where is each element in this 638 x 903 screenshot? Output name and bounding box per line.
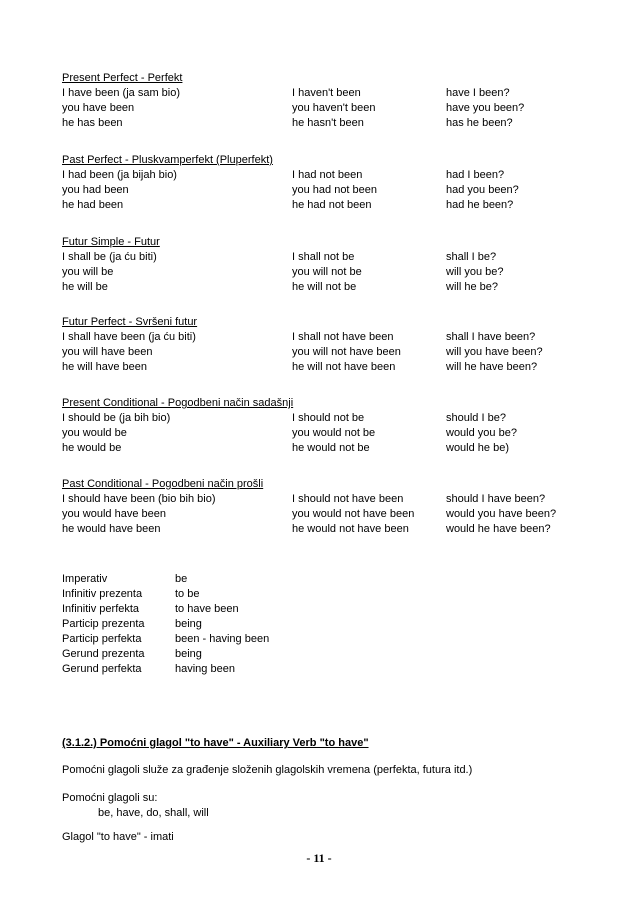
section-futur-perfect (62, 315, 582, 375)
question-cell: shall I be? (446, 251, 497, 263)
form-name: Imperativ (62, 573, 108, 585)
section-present-perfect (62, 71, 582, 131)
affirmative-cell: you had been (62, 184, 129, 196)
table-row (62, 116, 582, 131)
form-value: be (175, 573, 188, 585)
section-past-perfect (62, 153, 582, 213)
question-cell: have I been? (446, 87, 510, 99)
table-row (62, 411, 582, 426)
table-row (62, 441, 582, 456)
affirmative-cell: you will be (62, 266, 114, 278)
section-heading: Futur Simple - Futur (62, 236, 160, 248)
question-cell: should I have been? (446, 493, 546, 505)
form-name: Gerund prezenta (62, 648, 145, 660)
question-cell: would he be) (446, 442, 509, 454)
form-value: being (175, 648, 202, 660)
negative-cell: he would not be (292, 442, 370, 454)
table-row (62, 168, 582, 183)
question-cell: have you been? (446, 102, 525, 114)
question-cell: shall I have been? (446, 331, 536, 343)
negative-cell: I had not been (292, 169, 363, 181)
question-cell: had you been? (446, 184, 519, 196)
page-number: - 11 - (306, 851, 332, 865)
affirmative-cell: I have been (ja sam bio) (62, 87, 181, 99)
table-row (62, 360, 582, 375)
negative-cell: I shall not be (292, 251, 355, 263)
negative-cell: you haven't been (292, 102, 376, 114)
negative-cell: I should not have been (292, 493, 404, 505)
section-heading: Past Conditional - Pogodbeni način prošli (62, 478, 264, 490)
form-value: been - having been (175, 633, 270, 645)
affirmative-cell: I had been (ja bijah bio) (62, 169, 177, 181)
affirmative-cell: you will have been (62, 346, 153, 358)
section-past-conditional (62, 477, 582, 537)
form-name: Particip perfekta (62, 633, 142, 645)
form-value: having been (175, 663, 235, 675)
question-cell: had I been? (446, 169, 505, 181)
negative-cell: I haven't been (292, 87, 361, 99)
affirmative-cell: you would have been (62, 508, 166, 520)
negative-cell: he would not have been (292, 523, 409, 535)
form-name: Gerund perfekta (62, 663, 142, 675)
section-futur-simple (62, 235, 582, 295)
question-cell: would you be? (446, 427, 517, 439)
paragraph (62, 791, 209, 821)
question-cell: has he been? (446, 117, 513, 129)
section-heading: Futur Perfect - Svršeni futur (62, 316, 198, 328)
paragraph-line: Pomoćni glagoli su: (62, 792, 158, 804)
affirmative-cell: he has been (62, 117, 123, 129)
affirmative-cell: you have been (62, 102, 135, 114)
table-row (62, 345, 582, 360)
table-row (62, 198, 582, 213)
question-cell: would you have been? (446, 508, 557, 520)
negative-cell: he will not have been (292, 361, 396, 373)
table-row (62, 101, 582, 116)
form-name: Particip prezenta (62, 618, 145, 630)
question-cell: had he been? (446, 199, 514, 211)
affirmative-cell: I shall have been (ja ću biti) (62, 331, 196, 343)
table-row (62, 183, 582, 198)
section-heading: Present Perfect - Perfekt (62, 72, 183, 84)
negative-cell: I should not be (292, 412, 365, 424)
table-row (62, 522, 582, 537)
subsection-heading: (3.1.2.) Pomoćni glagol "to have" - Auxiliary Verb "to have" (62, 737, 369, 749)
negative-cell: he hasn't been (292, 117, 364, 129)
paragraph-indented-line: be, have, do, shall, will (98, 807, 209, 819)
affirmative-cell: I shall be (ja ću biti) (62, 251, 157, 263)
question-cell: will you be? (446, 266, 504, 278)
affirmative-cell: he had been (62, 199, 124, 211)
question-cell: should I be? (446, 412, 506, 424)
negative-cell: I shall not have been (292, 331, 394, 343)
section-present-conditional (62, 396, 582, 456)
affirmative-cell: he would be (62, 442, 122, 454)
form-value: to be (175, 588, 200, 600)
form-value: being (175, 618, 202, 630)
form-name: Infinitiv prezenta (62, 588, 143, 600)
negative-cell: you would not have been (292, 508, 415, 520)
affirmative-cell: he will be (62, 281, 108, 293)
affirmative-cell: I should be (ja bih bio) (62, 412, 171, 424)
question-cell: will he have been? (446, 361, 538, 373)
affirmative-cell: he will have been (62, 361, 148, 373)
negative-cell: you had not been (292, 184, 378, 196)
negative-cell: you would not be (292, 427, 376, 439)
question-cell: will you have been? (446, 346, 543, 358)
table-row (62, 507, 582, 522)
negative-cell: you will not be (292, 266, 362, 278)
table-row (62, 280, 582, 295)
negative-cell: you will not have been (292, 346, 401, 358)
section-heading: Present Conditional - Pogodbeni način sadašnji (62, 397, 294, 409)
table-row (62, 492, 582, 507)
affirmative-cell: you would be (62, 427, 127, 439)
table-row (62, 426, 582, 441)
question-cell: would he have been? (446, 523, 551, 535)
table-row (62, 250, 582, 265)
question-cell: will he be? (446, 281, 498, 293)
table-row (62, 330, 582, 345)
table-row (62, 86, 582, 101)
affirmative-cell: I should have been (bio bih bio) (62, 493, 216, 505)
negative-cell: he will not be (292, 281, 357, 293)
section-heading: Past Perfect - Pluskvamperfekt (Pluperfekt) (62, 154, 273, 166)
form-value: to have been (175, 603, 239, 615)
table-row (62, 265, 582, 280)
paragraph: Pomoćni glagoli služe za građenje složenih glagolskih vremena (perfekta, futura itd.) (62, 764, 473, 776)
form-name: Infinitiv perfekta (62, 603, 140, 615)
paragraph: Glagol "to have" - imati (62, 831, 174, 843)
affirmative-cell: he would have been (62, 523, 161, 535)
negative-cell: he had not been (292, 199, 372, 211)
